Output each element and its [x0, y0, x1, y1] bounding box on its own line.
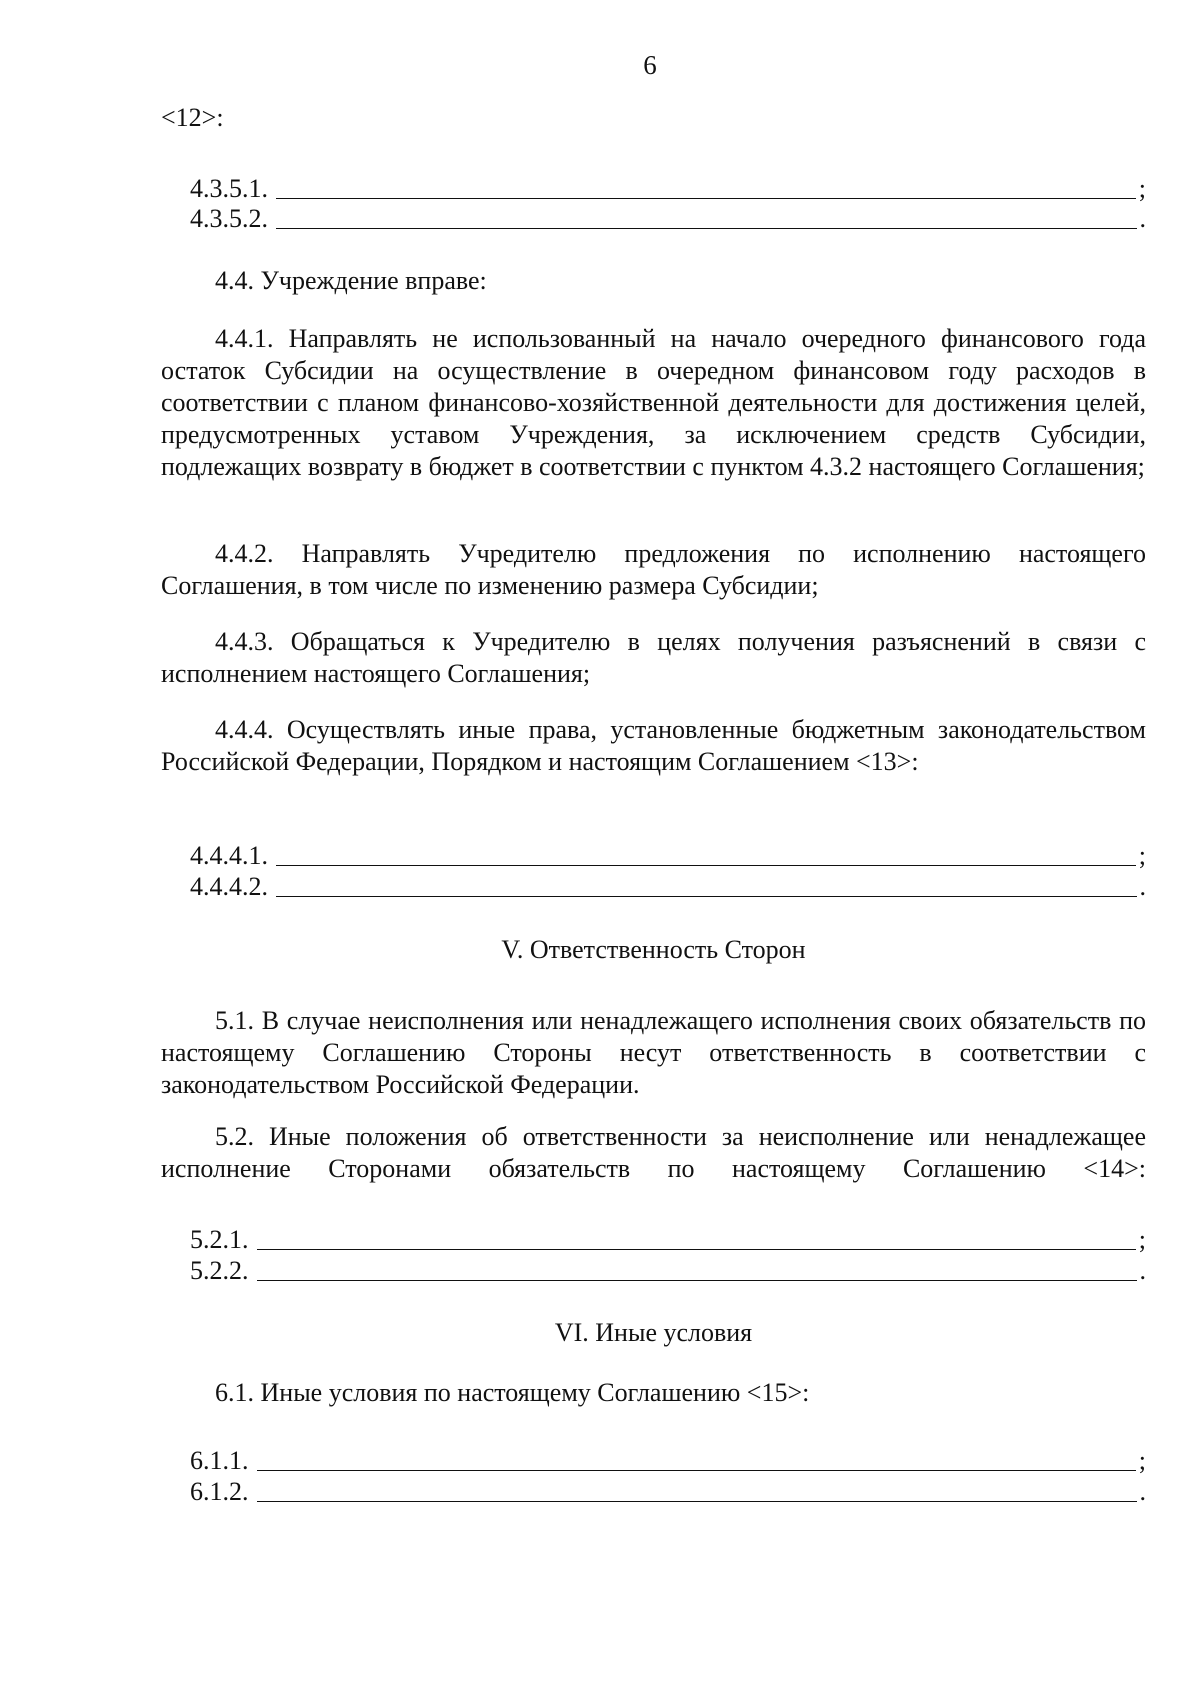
clause-6-1: 6.1. Иные условия по настоящему Соглашению <15>:: [215, 1378, 810, 1407]
clause-5-1: 5.1. В случае неисполнения или ненадлежащего исполнения своих обязательств по настоящему Соглашению Стороны несут ответственность в соответствии с законодательством Российской Федерации.: [161, 1006, 1146, 1099]
blank-terminator: ;: [1138, 1446, 1146, 1475]
blank-line-4-3-5-1: [190, 173, 1146, 205]
blank-terminator: .: [1139, 1256, 1146, 1285]
blank-underline: [257, 1448, 1136, 1471]
footnote-ref-12: <12>:: [161, 103, 224, 132]
blank-number: 4.4.4.2.: [190, 872, 268, 901]
blank-number: 4.3.5.2.: [190, 204, 268, 233]
blank-underline: [257, 1258, 1137, 1281]
blank-number: 6.1.2.: [190, 1477, 249, 1506]
blank-number: 5.2.1.: [190, 1225, 249, 1254]
blank-underline: [276, 206, 1137, 229]
blank-underline: [276, 874, 1137, 897]
clause-4-4-1: 4.4.1. Направлять не использованный на начало очередного финансового года остаток Субсидии на осуществление в очередном финансовом году расходов в соответствии с планом финансово-хозяйственной деятельности для достижения целей, предусмотренных уставом Учреждения, за исключением средств Субсидии, подлежащих возврату в бюджет в соответствии с пунктом 4.3.2 настоящего Соглашения;: [161, 324, 1146, 481]
blank-number: 6.1.1.: [190, 1446, 249, 1475]
page-number: 6: [643, 50, 657, 80]
section-heading-5: V. Ответственность Сторон: [501, 935, 806, 964]
blank-terminator: .: [1139, 204, 1146, 233]
blank-underline: [257, 1479, 1137, 1502]
blank-number: 4.3.5.1.: [190, 174, 268, 203]
blank-terminator: ;: [1138, 174, 1146, 203]
blank-line-4-4-4-2: [190, 871, 1146, 903]
clause-5-2: 5.2. Иные положения об ответственности за неисполнение или ненадлежащее исполнение Сторонами обязательств по настоящему Соглашению <14>:: [161, 1122, 1146, 1183]
blank-line-6-1-1: [190, 1445, 1146, 1477]
clause-4-4-4: 4.4.4. Осуществлять иные права, установленные бюджетным законодательством Российской Федерации, Порядком и настоящим Соглашением <13>:: [161, 715, 1146, 776]
clause-4-4-2: 4.4.2. Направлять Учредителю предложения по исполнению настоящего Соглашения, в том числе по изменению размера Субсидии;: [161, 539, 1146, 600]
blank-number: 4.4.4.1.: [190, 841, 268, 870]
blank-terminator: .: [1139, 872, 1146, 901]
blank-underline: [257, 1227, 1136, 1250]
clause-4-4: 4.4. Учреждение вправе:: [215, 266, 487, 295]
blank-line-5-2-1: [190, 1224, 1146, 1256]
blank-line-6-1-2: [190, 1476, 1146, 1508]
clause-4-4-3: 4.4.3. Обращаться к Учредителю в целях получения разъяснений в связи с исполнением настоящего Соглашения;: [161, 627, 1146, 688]
blank-line-5-2-2: [190, 1255, 1146, 1287]
blank-terminator: ;: [1138, 1225, 1146, 1254]
blank-line-4-4-4-1: [190, 840, 1146, 872]
blank-line-4-3-5-2: [190, 203, 1146, 235]
section-heading-6: VI. Иные условия: [554, 1318, 753, 1347]
blank-underline: [276, 843, 1136, 866]
blank-number: 5.2.2.: [190, 1256, 249, 1285]
blank-terminator: .: [1139, 1477, 1146, 1506]
blank-underline: [276, 176, 1136, 199]
blank-terminator: ;: [1138, 841, 1146, 870]
